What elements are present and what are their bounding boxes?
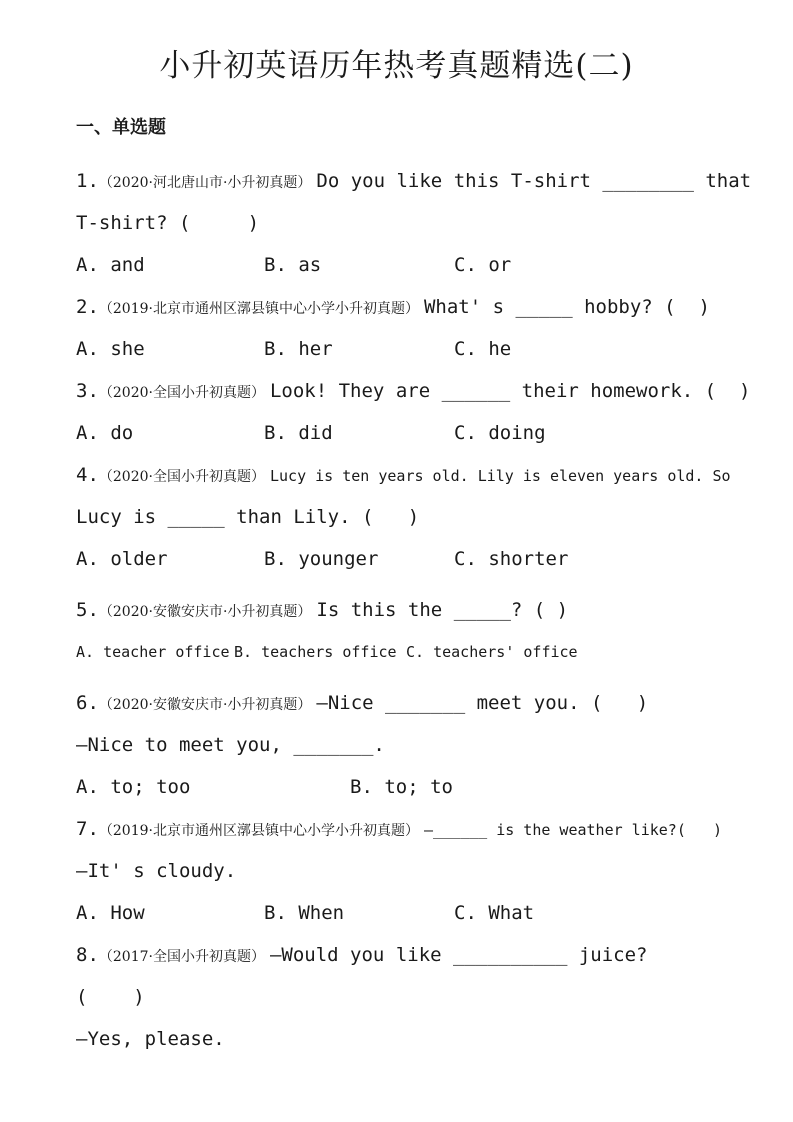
question-number: 6. — [76, 692, 99, 714]
question-line: —Nice to meet you, _______. — [76, 734, 385, 756]
question-line — [76, 160, 757, 202]
document-title: 小升初英语历年热考真题精选(二) — [159, 48, 634, 84]
option-a: A. How — [76, 902, 145, 924]
option-c: C. he — [454, 338, 512, 360]
option-b: B. as — [264, 254, 322, 276]
options-row — [76, 631, 757, 673]
question-stem: —______ is the weather like?( ) — [423, 821, 722, 839]
option-c: C. doing — [454, 422, 546, 444]
question-source: （2020·全国小升初真题） — [98, 385, 265, 401]
option-b: B. her — [264, 338, 333, 360]
option-b: B. When — [264, 902, 345, 924]
options-row — [76, 412, 757, 454]
option-a: A. she — [76, 338, 145, 360]
question-stem: Look! They are ______ their homework. ( ) — [269, 380, 751, 402]
option-c: C. teachers' office — [406, 643, 578, 661]
question-source: （2020·河北唐山市·小升初真题） — [98, 175, 312, 191]
question-list — [76, 160, 757, 1060]
question-1 — [76, 160, 757, 286]
document-content — [76, 116, 757, 1060]
question-number: 2. — [76, 296, 99, 318]
question-stem: Do you like this T-shirt ________ that — [316, 170, 752, 192]
option-c: C. shorter — [454, 548, 569, 570]
option-b: B. to; to — [350, 776, 453, 798]
option-a: A. and — [76, 254, 145, 276]
section-heading: 一、单选题 — [76, 117, 166, 138]
option-a: A. do — [76, 422, 134, 444]
question-number: 4. — [76, 464, 99, 486]
options-row — [76, 244, 757, 286]
question-source: （2017·全国小升初真题） — [98, 949, 265, 965]
question-number: 5. — [76, 599, 99, 621]
option-b: B. did — [264, 422, 333, 444]
option-a: A. to; too — [76, 776, 191, 798]
question-line: T-shirt? ( ) — [76, 212, 260, 234]
options-row — [76, 892, 757, 934]
option-c: C. What — [454, 902, 535, 924]
question-number: 8. — [76, 944, 99, 966]
option-b: B. teachers office — [234, 643, 397, 661]
option-b: B. younger — [264, 548, 379, 570]
question-number: 3. — [76, 380, 99, 402]
question-source: （2019·北京市通州区漷县镇中心小学小升初真题） — [98, 301, 419, 317]
question-number: 7. — [76, 818, 99, 840]
question-number: 1. — [76, 170, 99, 192]
options-row — [76, 328, 757, 370]
option-a: A. older — [76, 548, 168, 570]
question-stem: —Nice _______ meet you. ( ) — [316, 692, 649, 714]
question-stem: —Would you like __________ juice? — [269, 944, 648, 966]
question-source: （2020·安徽安庆市·小升初真题） — [98, 604, 312, 620]
question-line: Lucy is _____ than Lily. ( ) — [76, 506, 420, 528]
question-source: （2020·安徽安庆市·小升初真题） — [98, 697, 312, 713]
question-line: ( ) — [76, 986, 145, 1008]
question-stem: Is this the _____? ( ) — [316, 599, 569, 621]
question-line: —Yes, please. — [76, 1028, 225, 1050]
options-row — [76, 538, 757, 580]
question-source: （2019·北京市通州区漷县镇中心小学小升初真题） — [98, 823, 419, 839]
options-row — [76, 766, 757, 808]
question-stem: Lucy is ten years old. Lily is eleven years old. So — [269, 467, 731, 485]
option-c: C. or — [454, 254, 512, 276]
question-line: —It' s cloudy. — [76, 860, 237, 882]
question-source: （2020·全国小升初真题） — [98, 469, 265, 485]
option-a: A. teacher office — [76, 643, 230, 661]
question-stem: What' s _____ hobby? ( ) — [423, 296, 710, 318]
